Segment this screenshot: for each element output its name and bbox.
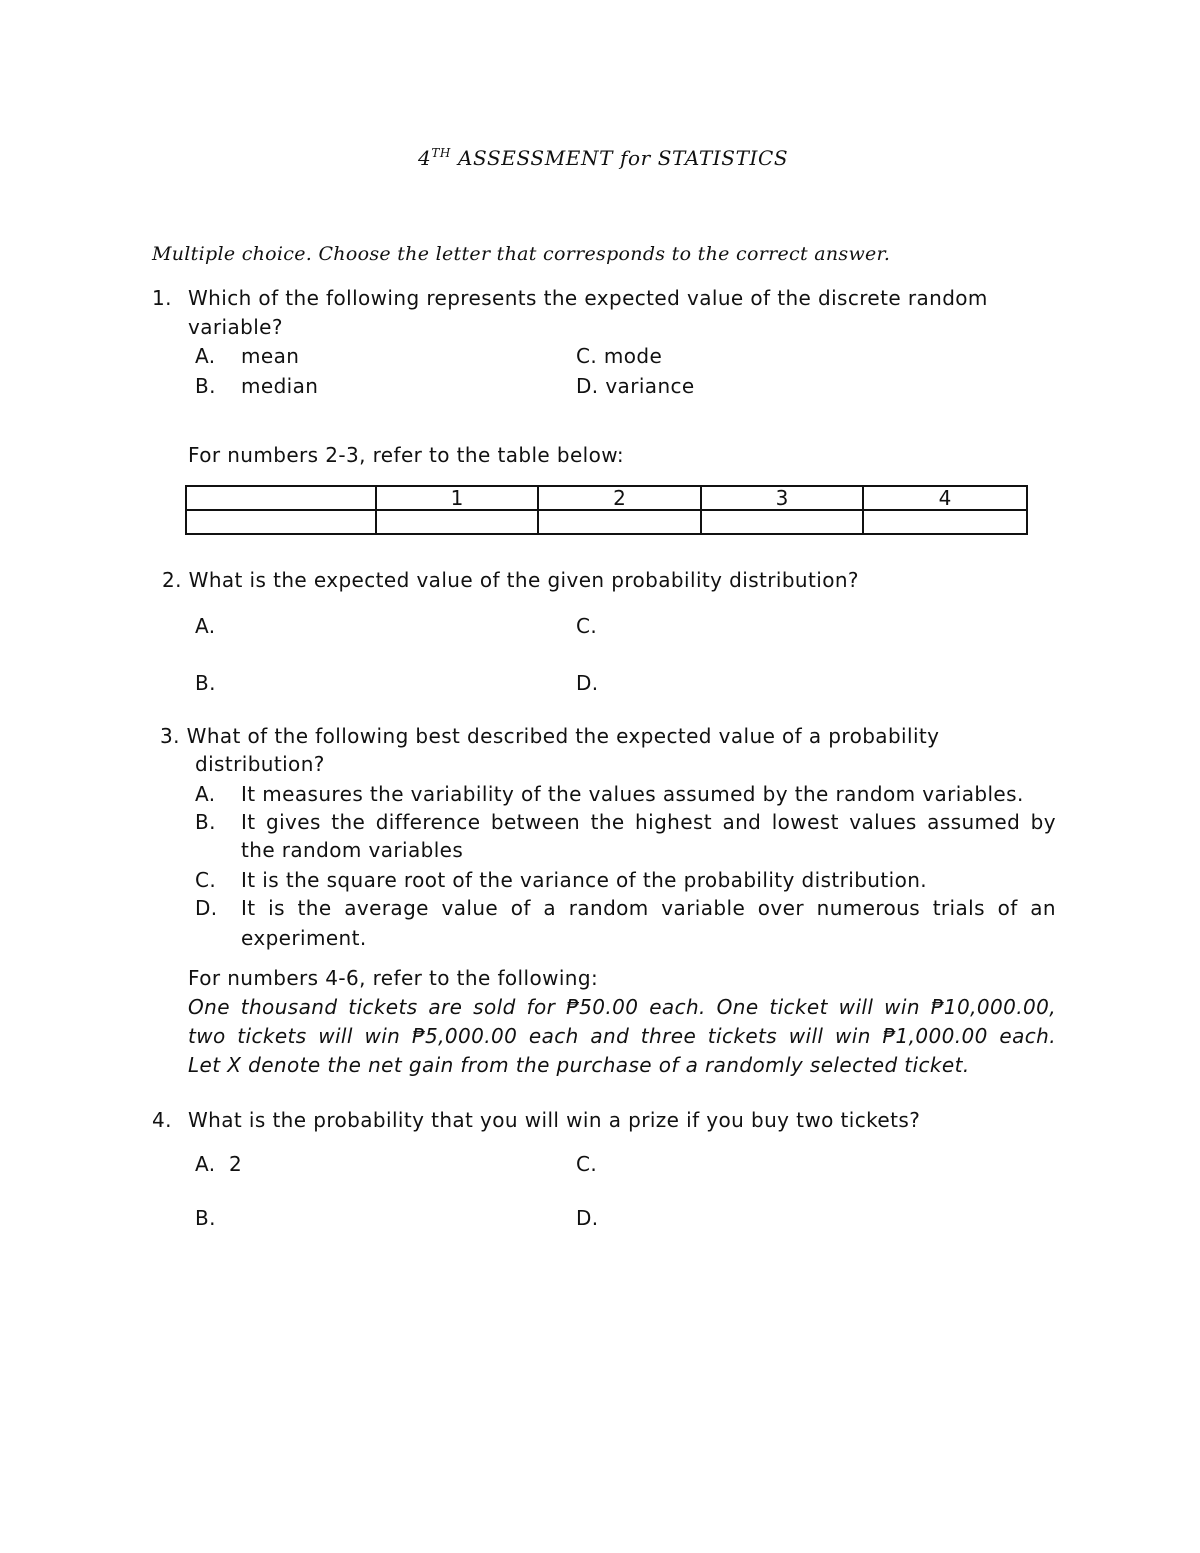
table-cell: 4 <box>863 486 1027 510</box>
q3-d-letter: D. <box>195 896 218 920</box>
title-superscript: TH <box>431 146 451 160</box>
q2-a: A. <box>195 614 216 638</box>
q2-b: B. <box>195 671 216 695</box>
table-cell <box>376 510 538 534</box>
q3-b-text1: It gives the difference between the highest and lowest values assumed by <box>241 810 1056 834</box>
table-cell <box>701 510 863 534</box>
ref-2-3: For numbers 2-3, refer to the table below: <box>188 443 625 467</box>
page-title <box>418 146 788 170</box>
q1-number: 1. <box>152 286 172 310</box>
q3-c-letter: C. <box>195 868 217 892</box>
table-cell <box>538 510 701 534</box>
table-cell <box>863 510 1027 534</box>
ref-4-6-line3: Let X denote the net gain from the purchase of a randomly selected ticket. <box>188 1053 970 1077</box>
q1-b-text: median <box>241 374 319 398</box>
q3-a-text: It measures the variability of the values assumed by the random variables. <box>241 782 1024 806</box>
distribution-table <box>185 485 1028 535</box>
table-cell: 2 <box>538 486 701 510</box>
q3-c-text: It is the square root of the variance of the probability distribution. <box>241 868 928 892</box>
table-cell: 3 <box>701 486 863 510</box>
q4-number: 4. <box>152 1108 172 1132</box>
q4-text: What is the probability that you will win a prize if you buy two tickets? <box>188 1108 921 1132</box>
q4-a: A. 2 <box>195 1152 243 1176</box>
q1-b-letter: B. <box>195 374 216 398</box>
q3-d-text1: It is the average value of a random variable over numerous trials of an <box>241 896 1056 920</box>
title-number: 4 <box>418 146 432 170</box>
table-row <box>186 510 1027 534</box>
q3-a-letter: A. <box>195 782 216 806</box>
table-cell: 1 <box>376 486 538 510</box>
q3-b-text2: the random variables <box>241 838 464 862</box>
q3-line2: distribution? <box>195 752 325 776</box>
q3-line1: 3. What of the following best described the expected value of a probability <box>160 724 940 748</box>
instructions: Multiple choice. Choose the letter that corresponds to the correct answer. <box>152 243 891 265</box>
table-row <box>186 486 1027 510</box>
ref-4-6-heading: For numbers 4-6, refer to the following: <box>188 966 599 990</box>
q1-a-letter: A. <box>195 344 216 368</box>
q2-d: D. <box>576 671 599 695</box>
q2-c: C. <box>576 614 598 638</box>
table-cell <box>186 510 376 534</box>
title-text: ASSESSMENT for STATISTICS <box>451 146 789 170</box>
q1-line1: Which of the following represents the expected value of the discrete random <box>188 286 988 310</box>
q1-d: D. variance <box>576 374 695 398</box>
q1-line2: variable? <box>188 315 283 339</box>
q4-c: C. <box>576 1152 598 1176</box>
ref-4-6-line1: One thousand tickets are sold for ₱50.00 each. One ticket will win ₱10,000.00, <box>188 995 1056 1019</box>
q4-d: D. <box>576 1206 599 1230</box>
q3-b-letter: B. <box>195 810 216 834</box>
q1-c: C. mode <box>576 344 663 368</box>
q4-b: B. <box>195 1206 216 1230</box>
q2-text: 2. What is the expected value of the given probability distribution? <box>162 568 859 592</box>
ref-4-6-line2: two tickets will win ₱5,000.00 each and three tickets will win ₱1,000.00 each. <box>188 1024 1056 1048</box>
q3-d-text2: experiment. <box>241 926 367 950</box>
table-cell <box>186 486 376 510</box>
q1-a-text: mean <box>241 344 300 368</box>
